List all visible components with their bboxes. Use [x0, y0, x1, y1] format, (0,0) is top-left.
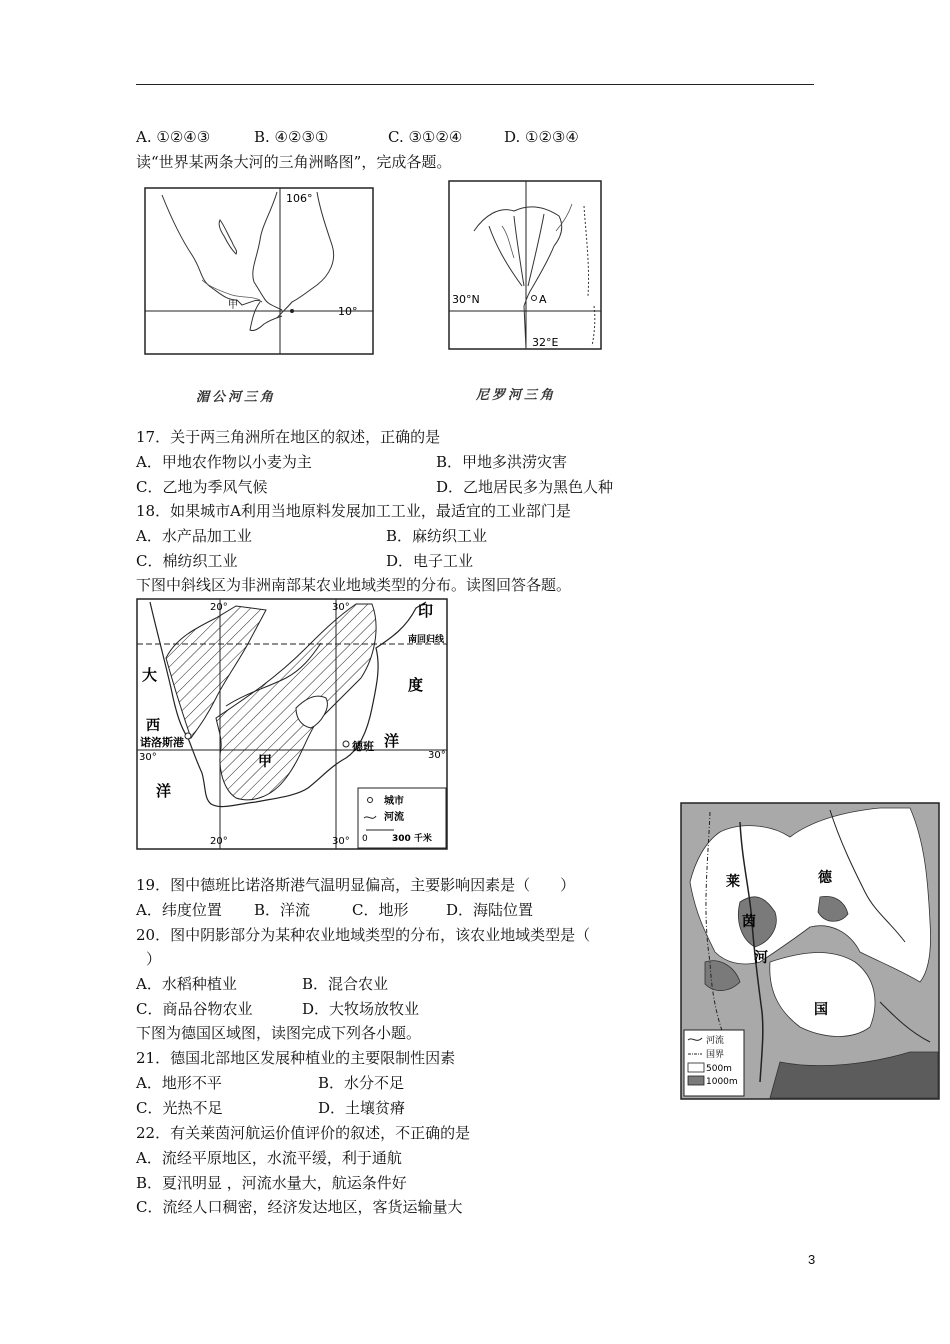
- africa-lat30-left: 30°: [139, 752, 157, 763]
- delta-intro: 读“世界某两条大河的三角洲略图”，完成各题。: [136, 153, 452, 171]
- rhine-label-2: 茵: [742, 914, 756, 930]
- nile-lon-label: 32°E: [532, 336, 559, 349]
- q22-option-b: B．夏汛明显 ，河流水量大，航运条件好: [136, 1174, 407, 1192]
- header-rule: [136, 84, 814, 85]
- mekong-lon-label: 106°: [286, 192, 313, 205]
- africa-lon30-bottom: 30°: [332, 836, 350, 847]
- germany-legend-1000: 1000m: [706, 1077, 738, 1087]
- q19-option-b: B．洋流: [254, 901, 311, 919]
- q19-stem: 19．图中德班比诺洛斯港气温明显偏高，主要影响因素是（ ）: [136, 876, 576, 894]
- q17-option-a: A．甲地农作物以小麦为主: [136, 453, 312, 471]
- africa-lon20-top: 20°: [210, 602, 228, 613]
- q21-option-b: B．水分不足: [318, 1074, 405, 1092]
- q19-option-c: C．地形: [352, 901, 409, 919]
- q20-option-a: A．水稻种植业: [136, 975, 237, 993]
- q17-option-c: C．乙地为季风气候: [136, 478, 268, 496]
- indian-ocean-1: 印: [418, 602, 434, 620]
- q18-option-b: B．麻纺织工业: [386, 527, 488, 545]
- city-durban-label: 德班: [352, 740, 374, 753]
- q16-option-c: C. ③①②④: [388, 128, 463, 146]
- mekong-delta-map: [142, 180, 378, 360]
- rhine-label-3: 河: [754, 950, 768, 966]
- atlantic-ocean-3: 洋: [156, 782, 172, 800]
- q20-stem: 20．图中阴影部分为某种农业地域类型的分布，该农业地域类型是（: [136, 926, 591, 944]
- legend-scale-zero: 0: [362, 834, 368, 844]
- indian-ocean-3: 洋: [384, 732, 400, 750]
- legend-city-label: 城市: [384, 796, 404, 807]
- q16-option-b: B. ④②③①: [254, 128, 329, 146]
- atlantic-ocean-1: 大: [142, 666, 158, 684]
- q19-option-a: A．纬度位置: [136, 901, 222, 919]
- germany-map: [680, 802, 940, 1100]
- germany-legend-river: 河流: [706, 1036, 725, 1046]
- q22-option-a: A．流经平原地区，水流平缓，利于通航: [136, 1149, 402, 1167]
- africa-lat30-right: 30°: [428, 750, 446, 761]
- africa-lon30-top: 30°: [332, 602, 350, 613]
- q17-stem: 17．关于两三角洲所在地区的叙述，正确的是: [136, 428, 441, 446]
- q20-option-d: D．大牧场放牧业: [302, 1000, 420, 1018]
- africa-place-label: 甲: [258, 754, 272, 770]
- mekong-caption: 湄公河三角: [196, 390, 277, 405]
- indian-ocean-2: 度: [408, 676, 424, 694]
- q17-option-d: D．乙地居民多为黑色人种: [436, 478, 614, 496]
- q21-option-c: C．光热不足: [136, 1099, 223, 1117]
- mekong-place-label: 甲: [228, 300, 238, 311]
- africa-tropic-label: 南回归线: [408, 635, 445, 645]
- southern-africa-map: [136, 598, 448, 850]
- q22-stem: 22．有关莱茵河航运价值评价的叙述，不正确的是: [136, 1124, 471, 1142]
- africa-lon20-bottom: 20°: [210, 836, 228, 847]
- page-number: 3: [808, 1252, 816, 1267]
- nile-delta-map: [444, 176, 606, 356]
- nile-lat-label: 30°N: [452, 293, 480, 306]
- mekong-lat-label: 10°: [338, 305, 358, 318]
- q22-option-c: C．流经人口稠密，经济发达地区，客货运输量大: [136, 1198, 463, 1216]
- germany-intro: 下图为德国区域图，读图完成下列各小题。: [136, 1024, 422, 1042]
- africa-intro: 下图中斜线区为非洲南部某农业地域类型的分布。读图回答各题。: [136, 576, 572, 594]
- germany-legend-500: 500m: [706, 1064, 732, 1074]
- q20-stem-end: ）: [146, 950, 162, 968]
- q21-stem: 21．德国北部地区发展种植业的主要限制性因素: [136, 1049, 456, 1067]
- city-noloth-label: 诺洛斯港: [140, 736, 184, 749]
- atlantic-ocean-2: 西: [146, 718, 160, 734]
- q17-option-b: B．甲地多洪涝灾害: [436, 453, 568, 471]
- germany-legend-border: 国界: [706, 1050, 725, 1060]
- q18-stem: 18．如果城市A利用当地原料发展加工工业，最适宜的工业部门是: [136, 502, 571, 520]
- q16-option-a: A. ①②④③: [136, 128, 211, 146]
- legend-scale-label: 300 千米: [392, 834, 432, 844]
- q19-option-d: D．海陆位置: [446, 901, 534, 919]
- q18-option-d: D．电子工业: [386, 552, 474, 570]
- rhine-label-1: 莱: [726, 874, 740, 890]
- germany-label-2: 国: [814, 1002, 828, 1018]
- q20-option-c: C．商品谷物农业: [136, 1000, 253, 1018]
- q18-option-c: C．棉纺织工业: [136, 552, 238, 570]
- nile-caption: 尼罗河三角: [476, 388, 557, 403]
- q16-option-d: D. ①②③④: [504, 128, 579, 146]
- nile-city-label: A: [539, 293, 547, 306]
- germany-label-1: 德: [818, 870, 832, 886]
- q21-option-d: D．土壤贫瘠: [318, 1099, 406, 1117]
- q18-option-a: A．水产品加工业: [136, 527, 252, 545]
- q20-option-b: B．混合农业: [302, 975, 389, 993]
- q21-option-a: A．地形不平: [136, 1074, 222, 1092]
- legend-river-label: 河流: [384, 812, 404, 823]
